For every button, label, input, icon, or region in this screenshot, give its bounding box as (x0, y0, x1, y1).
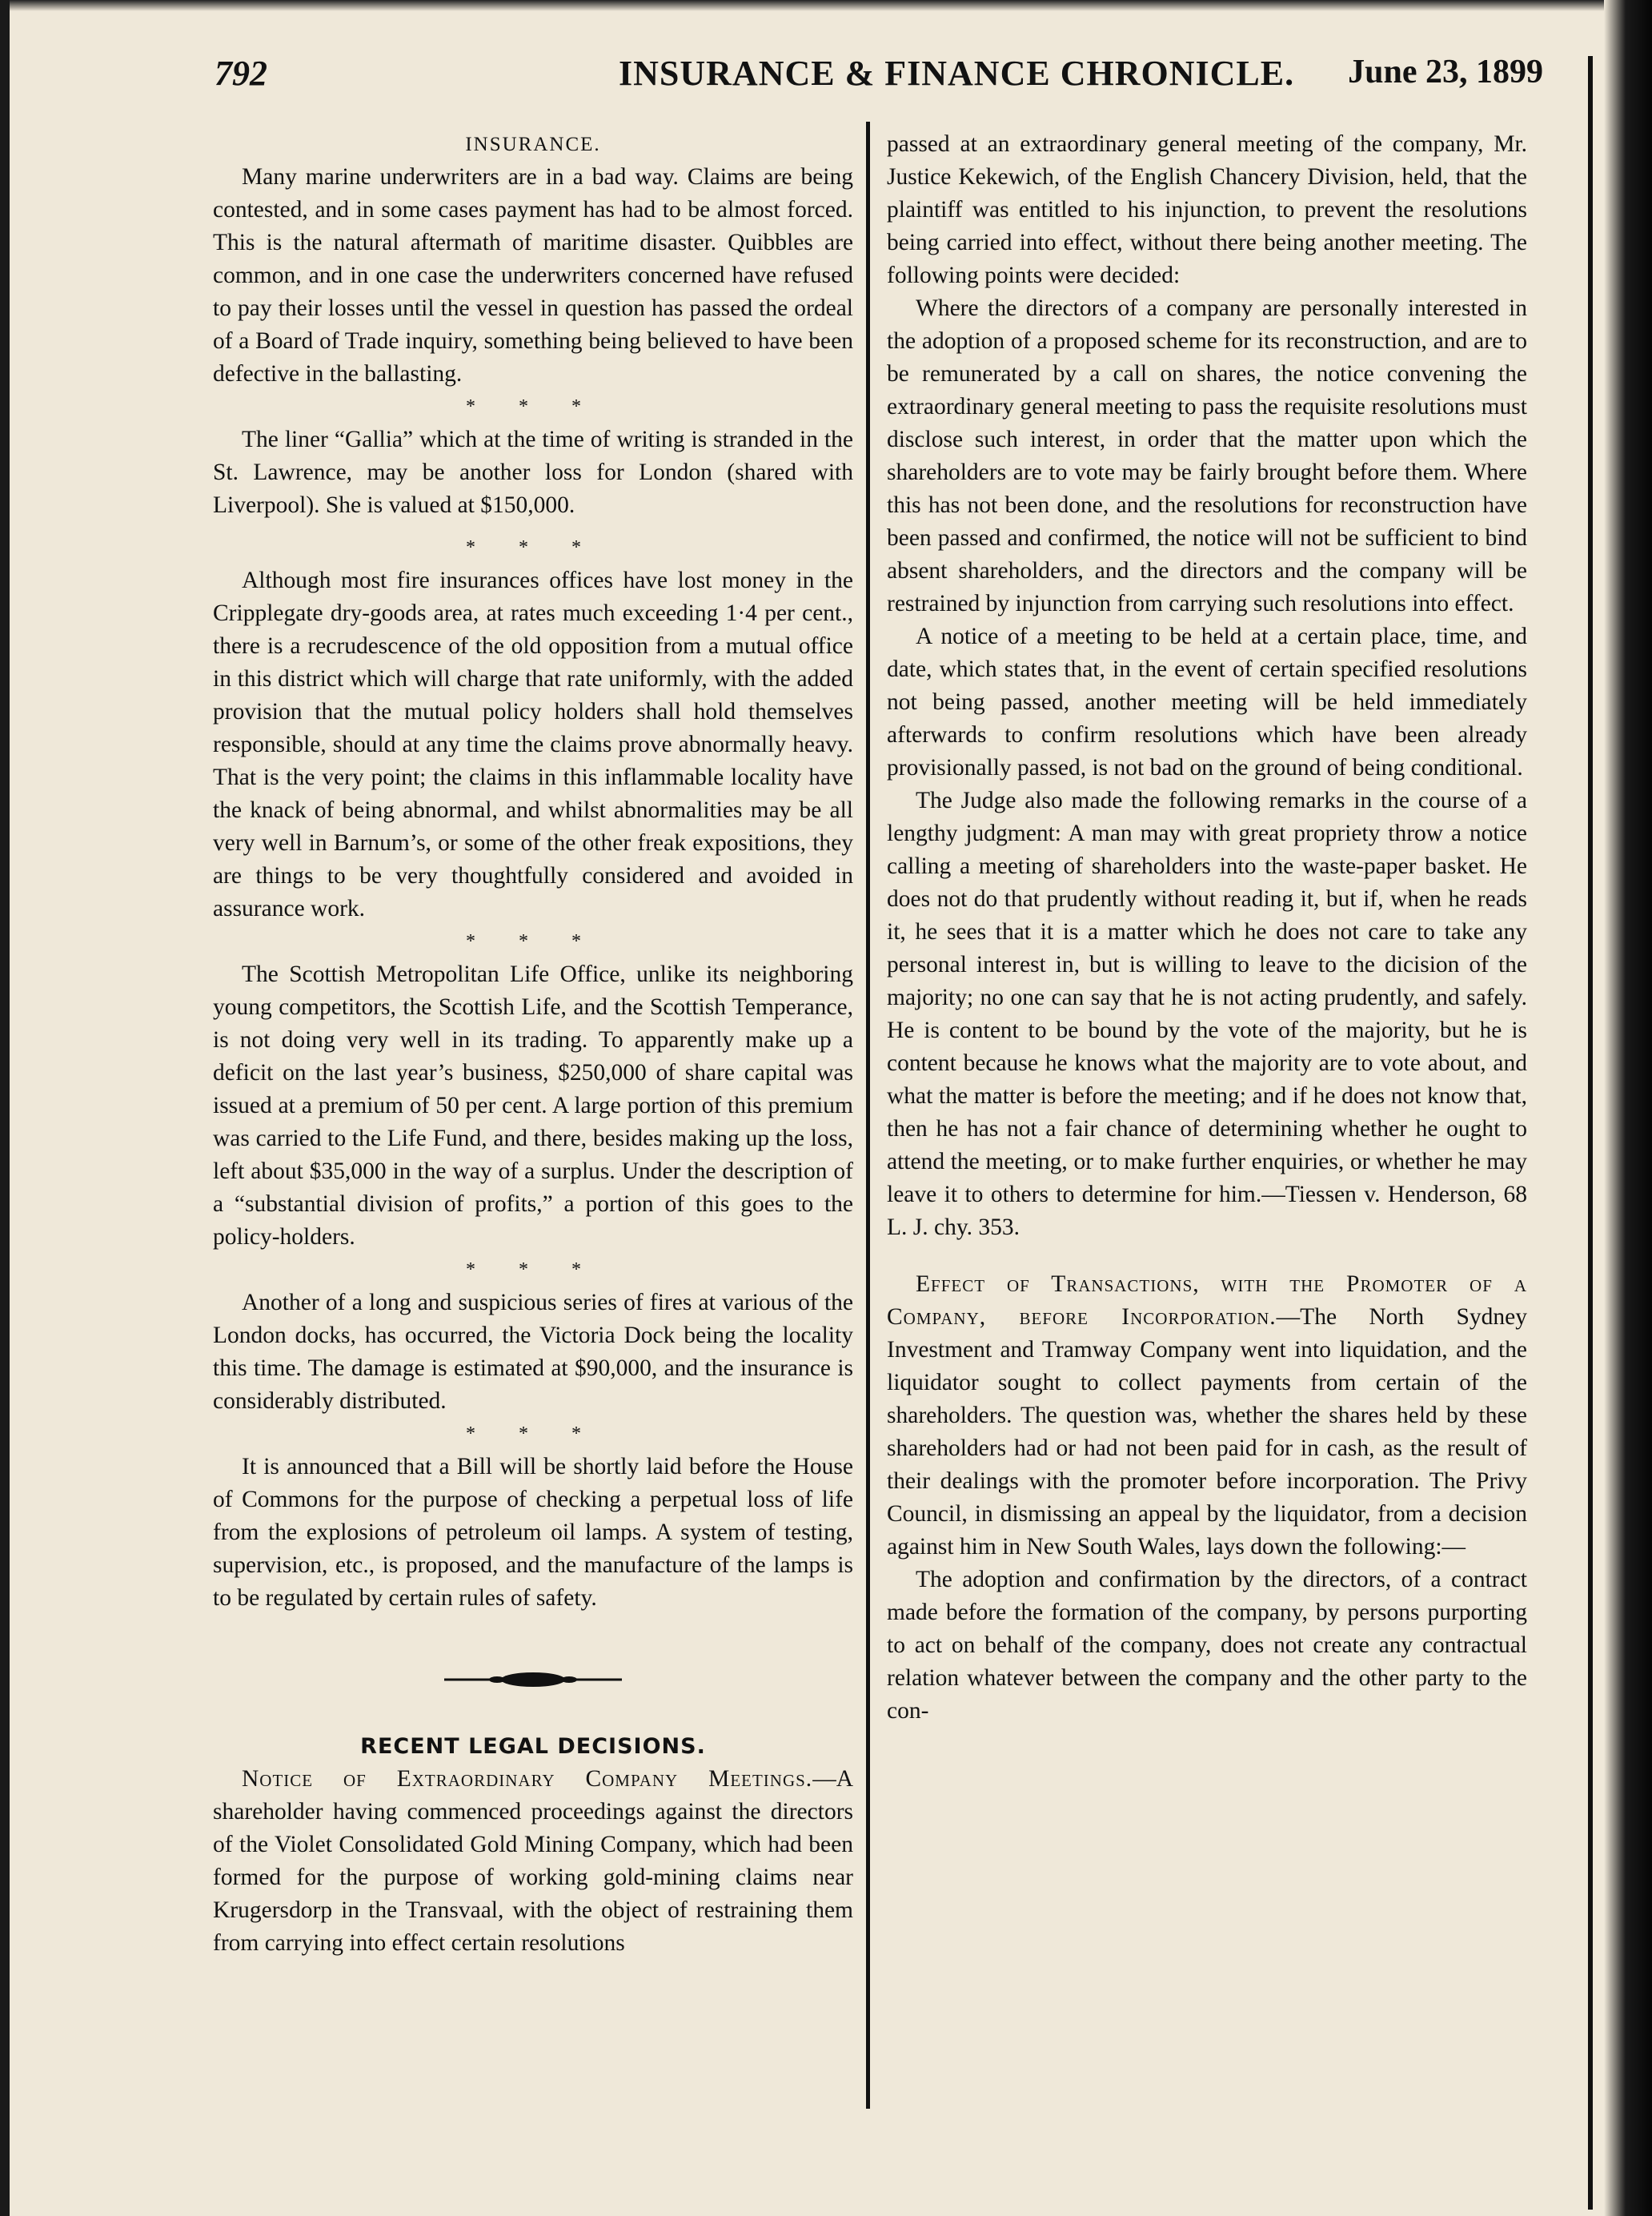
right-column (887, 128, 1527, 1728)
scan-edge-left (0, 0, 10, 2216)
separator-stars: * * * (466, 396, 600, 417)
page-border-rule (1588, 56, 1593, 2210)
article-paragraph: Another of a long and suspicious series of fires at various of the London docks, has occurred, the Victoria Dock being the locality this time. The damage is estimated at $90,000, and the insurance is considerably distributed. (213, 1290, 853, 1414)
separator-stars: * * * (466, 537, 600, 558)
section-title-legal-decisions: RECENT LEGAL DECISIONS. (360, 1734, 706, 1759)
article-continuation: passed at an extraordinary general meeting of the company, Mr. Justice Kekewich, of the English Chancery Division, held, that the plaintiff was entitled to his injunction, to prevent the resolutions being carried into effect, without there being another meeting. The following points were decided: (887, 131, 1527, 288)
article-paragraph: A notice of a meeting to be held at a certain place, time, and date, which states that, in the event of certain specified resolutions not being passed, another meeting will be held immediately afterwards to confirm resolutions which have been already provisionally passed, is not bad on the ground of being conditional. (887, 624, 1527, 781)
left-column (213, 128, 853, 1960)
scan-edge-top (0, 0, 1652, 11)
separator-stars: * * * (466, 1259, 600, 1280)
ornamental-divider-icon (213, 1671, 853, 1688)
article-paragraph: Many marine underwriters are in a bad way. Claims are being contested, and in some cases payment has had to be almost forced. This is the natural aftermath of maritime disaster. Quibbles are common, and in one case the underwriters concerned have refused to pay their losses until the vessel in question has passed the ordeal of a Board of Trade inquiry, something being believed to have been defective in the ballasting. (213, 164, 853, 387)
article-paragraph: It is announced that a Bill will be shortly laid before the House of Commons for the purpose of checking a perpetual loss of life from the explosions of petroleum oil lamps. A system of testing, supervision, etc., is proposed, and the manufacture of the lamps is to be regulated by certain rules of safety. (213, 1454, 853, 1611)
article-paragraph-notice (213, 1763, 853, 1960)
section-title-insurance: INSURANCE. (465, 134, 601, 155)
separator-stars: * * * (466, 931, 600, 952)
article-paragraph: The Scottish Metropolitan Life Office, unlike its neighboring young competitors, the Scottish Life, and the Scottish Temperance, is not doing very well in its trading. To apparently make up a deficit on the last year’s business, $250,000 of share capital was issued at a premium of 50 per cent. A large portion of this premium was carried to the Life Fund, and there, besides making up the loss, left about $35,000 in the way of a surplus. Under the description of a “substantial division of profits,” a portion of this goes to the policy-holders. (213, 961, 853, 1250)
article-paragraph: The adoption and confirmation by the directors, of a contract made before the formation of the company, by persons purporting to act on behalf of the company, does not create any contractual relation whatever between the company and the other party to the con- (887, 1567, 1527, 1724)
article-paragraph: Although most fire insurances offices have lost money in the Cripplegate dry-goods area, at rates much exceeding 1·4 per cent., there is a recrudescence of the old opposition from a mutual office in this district which will charge that rate uniformly, with the added provision that the mutual policy holders shall hold themselves responsible, should at any time the claims prove abnormally heavy. That is the very point; the claims in this inflammable locality have the knack of being abnormal, and whilst abnormalities may be all very well in Barnum’s, or some of the other freak expositions, they are things to be very thoughtfully considered and avoided in assurance work. (213, 568, 853, 921)
scan-edge-right (1604, 0, 1652, 2216)
article-paragraph: The liner “Gallia” which at the time of writing is stranded in the St. Lawrence, may be another loss for London (shared with Liverpool). She is valued at $150,000. (213, 427, 853, 518)
promoter-heading: Effect of Transactions, with the Promoter of a Company, before Incorporation. (887, 1271, 1527, 1330)
separator-stars: * * * (466, 1423, 600, 1444)
promoter-text: —The North Sydney Investment and Tramway Company went into liquidation, and the liquidator sought to collect payments from certain of the shareholders. The question was, whether the shares held by these shareholders had or had not been paid for in cash, as the result of their dealings with the promoter before incorporation. The Privy Council, in dismissing an appeal by the liquidator, from a decision against him in New South Wales, lays down the following:— (887, 1304, 1527, 1560)
page-number: 792 (215, 54, 267, 93)
column-divider (866, 122, 870, 2109)
article-paragraph-promoter (887, 1268, 1527, 1564)
article-paragraph: Where the directors of a company are personally interested in the adoption of a proposed scheme for its reconstruction, and are to be remunerated by a call on shares, the notice convening the extraordinary general meeting to pass the requisite resolutions must disclose such interest, in order that the matter upon which the shareholders are to vote may be fairly brought before them. Where this has not been done, and the resolutions for reconstruction have been passed and confirmed, the notice will not be sufficient to bind absent shareholders, and the directors and the company will be restrained by injunction from carrying such resolutions into effect. (887, 295, 1527, 616)
article-paragraph: The Judge also made the following remarks in the course of a lengthy judgment: A man may with great propriety throw a notice calling a meeting of shareholders into the waste-paper basket. He does not do that prudently without reading it, but if, when he reads it, he sees that it is a matter which he does not care to take any personal interest in, but is willing to leave to the dicision of the majority; no one can say that he is not acting prudently, and safely. He is content to be bound by the vote of the majority, but he is content because he knows what the majority are to vote about, and what the matter is before the meeting; and if he does not know that, then he has not a fair chance of determining whether he ought to attend the meeting, or to make further enquiries, or whether he may leave it to others to determine for him.—Tiessen v. Henderson, 68 L. J. chy. 353. (887, 788, 1527, 1240)
journal-title: INSURANCE & FINANCE CHRONICLE. (619, 54, 1295, 93)
page-header (215, 53, 1543, 101)
issue-date: June 23, 1899 (1348, 54, 1543, 90)
notice-text: —A shareholder having commenced proceedings against the directors of the Violet Consolidated Gold Mining Company, which had been formed for the purpose of working gold-mining claims near Krugersdorp in the Transvaal, with the object of restraining them from carrying into effect certain resolutions (213, 1766, 853, 1956)
notice-heading: Notice of Extraordinary Company Meetings. (242, 1766, 813, 1792)
